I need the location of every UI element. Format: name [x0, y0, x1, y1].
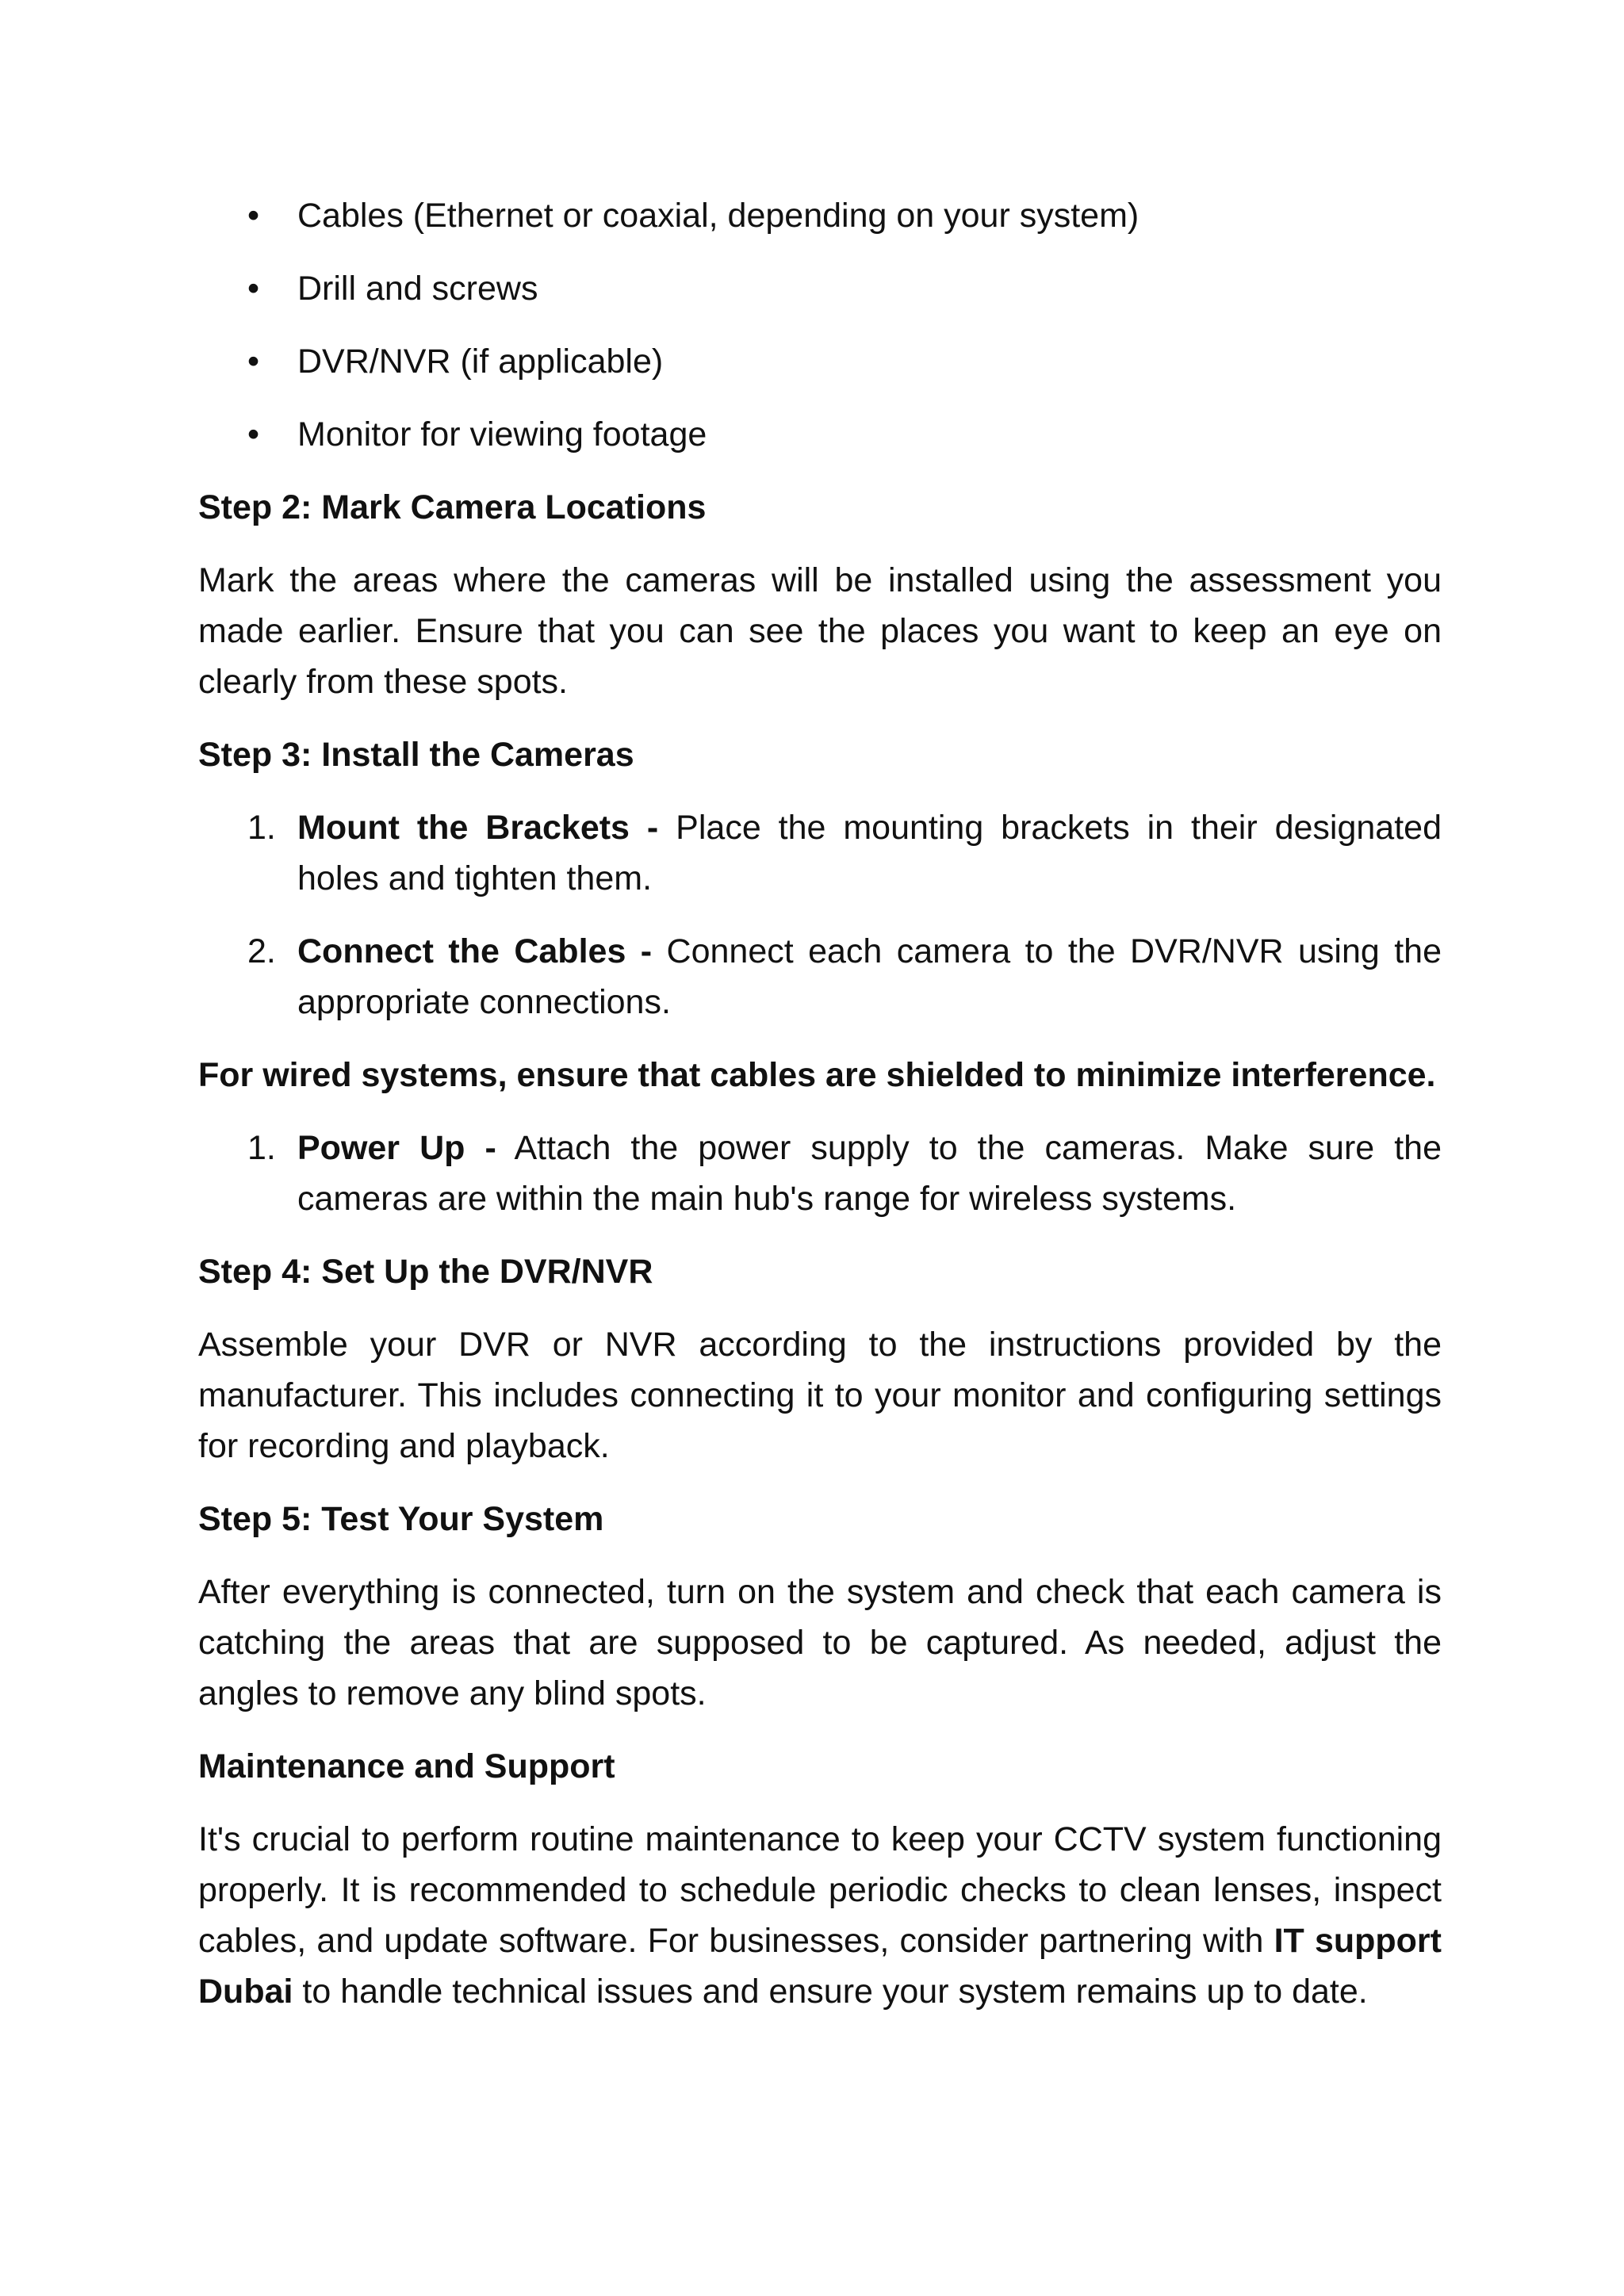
list-number: 2. — [247, 932, 276, 970]
power-steps-list — [198, 1123, 1442, 1224]
equipment-list — [198, 190, 1442, 460]
list-item: • Drill and screws — [198, 263, 1442, 314]
maintenance-text-end: to handle technical issues and ensure your system remains up to date. — [302, 1973, 1368, 2011]
list-number: 1. — [247, 809, 276, 847]
list-item: • DVR/NVR (if applicable) — [198, 336, 1442, 387]
maintenance-body — [198, 1814, 1442, 2017]
item-text: Attach the power supply to the cameras. Make sure the cameras are within the main hub's range for wireless systems. — [297, 1129, 1442, 1218]
list-item — [198, 802, 1442, 904]
step2-heading: Step 2: Mark Camera Locations — [198, 488, 707, 526]
list-item — [198, 1123, 1442, 1224]
step4-heading: Step 4: Set Up the DVR/NVR — [198, 1253, 653, 1291]
item-title: Connect the Cables - — [297, 932, 653, 970]
item-text: Place the mounting brackets in their designated holes and tighten them. — [297, 809, 1442, 897]
document-page — [198, 190, 1442, 2039]
item-text: Connect each camera to the DVR/NVR using the appropriate connections. — [297, 932, 1442, 1021]
step5-heading: Step 5: Test Your System — [198, 1500, 604, 1538]
list-item: • Cables (Ethernet or coaxial, depending on your system) — [198, 190, 1442, 241]
it-support-link[interactable]: IT support Dubai — [198, 1922, 1442, 2011]
maintenance-text: It's crucial to perform routine maintenance to keep your CCTV system functioning properly. It is recommended to schedule periodic checks to clean lenses, inspect cables, and update software. For businesses, consider partnering with — [198, 1820, 1442, 1960]
item-title: Power Up - — [297, 1129, 496, 1167]
step5-body: After everything is connected, turn on the system and check that each camera is catching the areas that are supposed to be captured. As needed, adjust the angles to remove any blind spots. — [198, 1573, 1442, 1712]
list-item: • Monitor for viewing footage — [198, 409, 1442, 460]
list-item — [198, 926, 1442, 1027]
step4-body: Assemble your DVR or NVR according to the instructions provided by the manufacturer. This includes connecting it to your monitor and configuring settings for recording and playback. — [198, 1326, 1442, 1465]
wired-note: For wired systems, ensure that cables are shielded to minimize interference. — [198, 1056, 1436, 1094]
item-title: Mount the Brackets - — [297, 809, 659, 847]
step2-body: Mark the areas where the cameras will be installed using the assessment you made earlier. Ensure that you can see the places you want to keep an eye on clearly from these spots. — [198, 561, 1442, 701]
install-steps-list — [198, 802, 1442, 1027]
list-number: 1. — [247, 1129, 276, 1167]
maintenance-heading: Maintenance and Support — [198, 1747, 615, 1785]
step3-heading: Step 3: Install the Cameras — [198, 736, 634, 774]
